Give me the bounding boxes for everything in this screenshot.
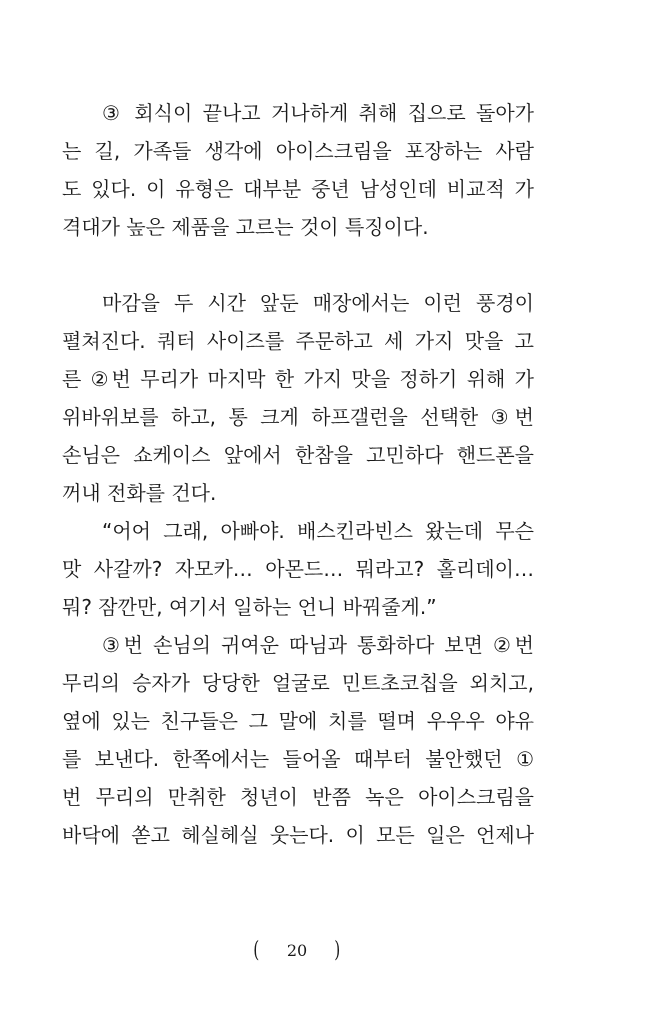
text-line: 격대가 높은 제품을 고르는 것이 특징이다. [62,215,429,239]
text-line: 무리의 승자가 당당한 얼굴로 민트초코칩을 외치고, [62,671,534,695]
text-line: 를 보낸다. 한쪽에서는 들어올 때부터 불안했던 ① [62,747,534,771]
text-line: 마감을 두 시간 앞둔 매장에서는 이런 풍경이 [102,291,534,315]
text-line: 바닥에 쏟고 헤실헤실 웃는다. 이 모든 일은 언제나 [62,823,534,847]
text-line: 뭐? 잠깐만, 여기서 일하는 언니 바꿔줄게.” [62,595,437,619]
text-line: 꺼내 전화를 건다. [62,481,217,505]
text-line: 는 길, 가족들 생각에 아이스크림을 포장하는 사람 [62,139,534,163]
page-number-value: 20 [286,940,308,960]
text-line: ③번 손님의 귀여운 따님과 통화하다 보면 ②번 [102,633,534,657]
text-line: 위바위보를 하고, 통 크게 하프갤런을 선택한 ③번 [62,405,534,429]
text-line: 른 ②번 무리가 마지막 한 가지 맛을 정하기 위해 가 [62,367,534,391]
text-line: 도 있다. 이 유형은 대부분 중년 남성인데 비교적 가 [62,177,534,201]
text-line: ③ 회식이 끝나고 거나하게 취해 집으로 돌아가 [102,101,534,125]
page-number-left-bracket: ( [253,937,260,963]
page-number [252,936,342,964]
text-line: 번 무리의 만취한 청년이 반쯤 녹은 아이스크림을 [62,785,534,809]
text-line: 맛 사갈까? 자모카… 아몬드… 뭐라고? 홀리데이… [62,557,534,581]
page-number-right-bracket: ) [334,937,341,963]
text-line: 펼쳐진다. 쿼터 사이즈를 주문하고 세 가지 맛을 고 [62,329,534,353]
text-line: 옆에 있는 친구들은 그 말에 치를 떨며 우우우 야유 [62,709,534,733]
text-line: 손님은 쇼케이스 앞에서 한참을 고민하다 핸드폰을 [62,443,534,467]
text-line: “어어 그래, 아빠야. 배스킨라빈스 왔는데 무슨 [102,519,534,543]
